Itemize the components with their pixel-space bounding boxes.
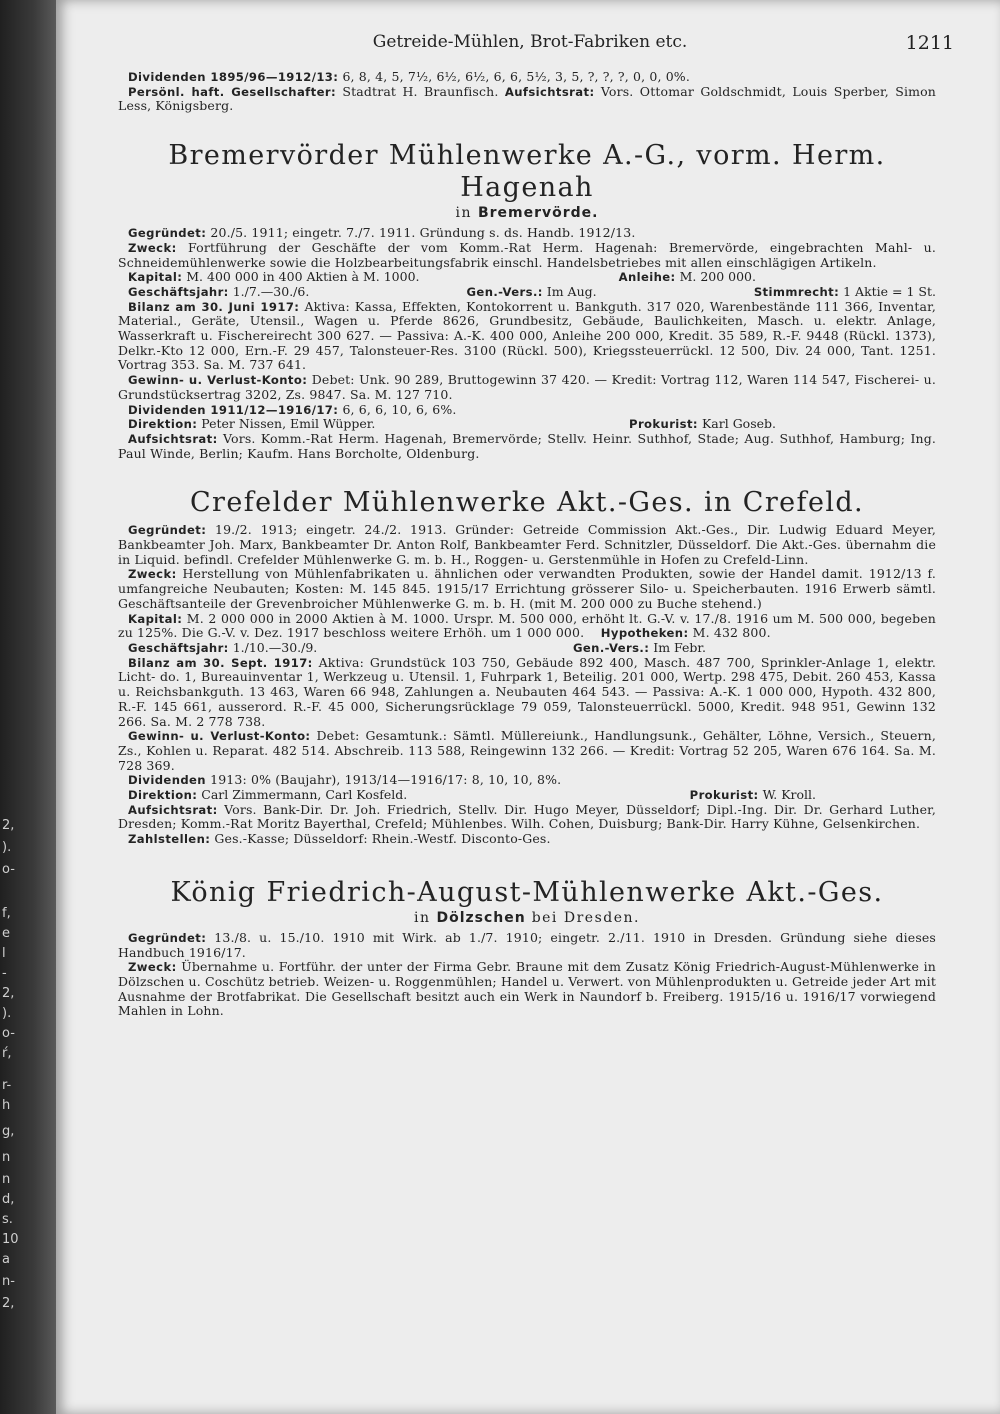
- location-suffix: bei Dresden.: [531, 909, 640, 926]
- margin-fragment: o-: [2, 862, 15, 877]
- entry-founded: [118, 226, 936, 241]
- profit-loss-label: Gewinn- u. Verlust-Konto:: [128, 729, 311, 744]
- proxy-text: Karl Goseb.: [701, 416, 776, 432]
- loan-text: M. 200 000.: [679, 269, 756, 285]
- entry-board: [118, 432, 936, 461]
- founded-text: 19./2. 1913; eingetr. 24./2. 1913. Gründer: Getreide Commission Akt.-Ges., Dir. Ludwig Eduard Meyer, Bankbeamter Joh. Marx, Bankbeamter Dr. Anton Rolf, Bankbeamter Ferd. Schnitzler, Düsseldorf. Die Akt.-Ges. übernahm die in Liquid. befindl. Crefelder Mühlenwerke G. m. b. H., Roggen- u. Gerstenmühle in Hofen zu Crefeld-Linn.: [118, 522, 937, 567]
- prev-dividends: [118, 70, 936, 85]
- entry-purpose: [118, 567, 936, 611]
- margin-fragment: n: [2, 1172, 11, 1187]
- founded-text: 13./8. u. 15./10. 1910 mit Wirk. ab 1./7. 1910; eingetr. 2./11. 1910 in Dresden. Gründung siehe dieses Handbuch 1916/17.: [118, 929, 936, 960]
- management-text: Peter Nissen, Emil Wüpper.: [201, 416, 376, 432]
- entry-fiscal-row: [118, 641, 936, 656]
- dividends-label: Dividenden: [128, 773, 206, 788]
- fiscal-year-label: Geschäftsjahr:: [128, 640, 229, 655]
- board-text: Vors. Bank-Dir. Dr. Joh. Friedrich, Stellv. Dir. Hugo Meyer, Düsseldorf; Dipl.-Ing. Dir. Dr. Gerhard Luther, Dresden; Komm.-Rat Moritz Bayerthal, Crefeld; Mühlenbes. Wilh. Cohen, Duisburg; Bank-Dir. Harry Kühne, Gelsenkirchen.: [118, 801, 937, 832]
- proxy-label: Prokurist:: [629, 417, 698, 432]
- entry-board: [118, 803, 936, 832]
- purpose-label: Zweck:: [128, 960, 177, 975]
- entry-management-row: [118, 417, 936, 432]
- purpose-label: Zweck:: [128, 567, 177, 582]
- prev-dividends-text: 6, 8, 4, 5, 7½, 6½, 6½, 6, 6, 5½, 3, 5, ?, ?, ?, 0, 0, 0%.: [342, 69, 690, 84]
- margin-fragment: r-: [2, 1078, 12, 1093]
- founded-text: 20./5. 1911; eingetr. 7./7. 1911. Gründung s. ds. Handb. 1912/13.: [210, 225, 636, 241]
- entry-paying-agents: [118, 832, 936, 847]
- purpose-label: Zweck:: [128, 240, 177, 255]
- margin-fragment: -: [2, 966, 7, 981]
- dividends-label: Dividenden 1911/12—1916/17:: [128, 402, 339, 417]
- margin-fragment: d,: [2, 1192, 15, 1207]
- paying-agents-label: Zahlstellen:: [128, 832, 211, 847]
- margin-fragment: s.: [2, 1212, 13, 1227]
- running-title: Getreide-Mühlen, Brot-Fabriken etc.: [372, 32, 688, 52]
- founded-label: Gegründet:: [128, 523, 207, 538]
- entry-purpose: [118, 241, 936, 270]
- purpose-text: Fortführung der Geschäfte der vom Komm.-Rat Herm. Hagenah: Bremervörde, eingebrachten Mahl- u. Schneidemühlenwerke sowie die Holzbearbeitungsfabrik einschl. Handelsbetriebes mit allen einschlägigen Artikeln.: [118, 239, 937, 270]
- board-label: Aufsichtsrat:: [128, 802, 218, 817]
- board-text: Vors. Komm.-Rat Herm. Hagenah, Bremervörde; Stellv. Heinr. Suthhof, Stade; Aug. Suthhof, Hamburg; Ing. Paul Winde, Berlin; Kaufm. Hans Borcholte, Oldenburg.: [118, 430, 937, 461]
- entry-capital-row: [118, 270, 936, 285]
- margin-fragment: 2,: [2, 986, 15, 1001]
- voting-label: Stimmrecht:: [753, 284, 840, 299]
- entry-dividends: [118, 773, 936, 788]
- balance-text: Aktiva: Kassa, Effekten, Kontokorrent u. Bankguth. 317 020, Warenbestände 111 366, Inventar, Material., Geräte, Utensil., Wagen u. Pferde 8626, Grundbesitz, Gebäude, Baulichkeiten, Masch. u. elektr. Anlage, Wasserkraft u. Fischereirecht 300 627. — Passiva: A.-K. 400 000, Anleihe 200 000, Kredit. 35 589, R.-F. 9448 (Rückl. 1373), Delkr.-Kto 12 000, Ern.-F. 29 457, Talonsteuer-Res. 3100 (Rückl. 500), Kriegssteuerrückl. 12 500, Div. 24 000, Tant. 1251. Vortrag 353. Sa. M. 737 641.: [118, 298, 937, 373]
- voting-text: 1 Aktie = 1 St.: [843, 283, 936, 299]
- purpose-text: Herstellung von Mühlenfabrikaten u. ähnlichen oder verwandten Produkten, sowie der Handel damit. 1912/13 f. umfangreiche Neubauten; Kosten: M. 145 845. 1915/17 Errichtung grösserer Silo- u. Speicherbauten. 1916 Erwerb sämtl. Geschäftsanteile der Grevenbroicher Mühlenwerke G. m. b. H. (mit M. 200 000 zu Buche stehend.): [118, 566, 937, 611]
- general-meeting-label: Gen.-Vers.:: [573, 640, 650, 655]
- margin-fragment: 10: [2, 1232, 19, 1247]
- margin-fragment: ).: [2, 840, 12, 855]
- balance-label: Bilanz am 30. Juni 1917:: [128, 299, 300, 314]
- balance-text: Aktiva: Grundstück 103 750, Gebäude 892 400, Masch. 487 700, Sprinkler-Anlage 1, elektr. Licht- do. 1, Bureauinventar 1, Werkzeug u. Utensil. 1, Fuhrpark 1, Beteilig. 201 000, Wertp. 298 475, Debit. 260 453, Kassa u. Reichsbankguth. 13 463, Waren 66 948, Zahlungen a. Neubauten 464 543. — Passiva: A.-K. 1 000 000, Hypoth. 432 800, R.-F. 145 661, ausserord. R.-F. 45 000, Sicherungsrücklage 79 059, Talonsteuerrückl. 5000, Kredit. 948 951, Gewinn 132 266. Sa. M. 2 778 738.: [118, 654, 937, 729]
- general-meeting-text: Im Febr.: [653, 639, 706, 655]
- margin-fragment: ).: [2, 1006, 12, 1021]
- margin-fragment: n-: [2, 1274, 15, 1289]
- profit-loss-label: Gewinn- u. Verlust-Konto:: [128, 373, 308, 388]
- balance-label: Bilanz am 30. Sept. 1917:: [128, 655, 313, 670]
- prev-board: [118, 85, 936, 114]
- location-name: Bremervörde.: [477, 205, 599, 222]
- margin-fragment: g,: [2, 1124, 15, 1139]
- capital-text: M. 400 000 in 400 Aktien à M. 1000.: [186, 269, 420, 285]
- margin-fragment: o-: [2, 1026, 15, 1041]
- entry-dividends: [118, 403, 936, 418]
- mortgage-text: M. 432 800.: [692, 625, 771, 641]
- entry-profit-loss: [118, 373, 936, 402]
- proxy-text: W. Kroll.: [762, 787, 816, 803]
- dividends-text: 6, 6, 6, 10, 6, 6%.: [342, 401, 457, 417]
- fiscal-year-text: 1./7.—30./6.: [232, 283, 310, 299]
- entry-title: König Friedrich-August-Mühlenwerke Akt.-Ges.: [170, 876, 884, 908]
- entry-location: [118, 909, 936, 927]
- prev-partners-label: Persönl. haft. Gesellschafter:: [128, 84, 336, 99]
- entry-balance: [118, 300, 936, 374]
- general-meeting-label: Gen.-Vers.:: [466, 284, 543, 299]
- location-name: Dölzschen: [436, 909, 526, 926]
- mortgage-label: Hypotheken:: [600, 626, 689, 641]
- prev-partners-text: Stadtrat H. Braunfisch.: [342, 83, 499, 99]
- margin-fragment: h: [2, 1098, 11, 1113]
- entry-purpose: [118, 960, 936, 1019]
- purpose-text: Übernahme u. Fortführ. der unter der Firma Gebr. Braune mit dem Zusatz König Friedrich-August-Mühlenwerke in Dölzschen u. Coschütz betrieb. Weizen- u. Roggenmühlen; Handel u. Verwert. von Mühlenprodukten u. Getreide jeder Art mit Ausnahme der Brotfabrikat. Die Gesellschaft besitzt auch ein Werk in Naundorf b. Freiberg. 1915/16 u. 1916/17 vorwiegend Mahlen in Lohn.: [118, 959, 937, 1019]
- margin-fragment: e: [2, 926, 10, 941]
- management-text: Carl Zimmermann, Carl Kosfeld.: [201, 787, 408, 803]
- management-label: Direktion:: [128, 417, 198, 432]
- margin-fragment: ŕ,: [2, 1046, 12, 1061]
- scanned-page: [56, 0, 1000, 1414]
- fiscal-year-text: 1./10.—30./9.: [232, 639, 318, 655]
- margin-fragment: a: [2, 1252, 10, 1267]
- prev-board-text: Vors. Ottomar Goldschmidt, Louis Sperber, Simon Less, Königsberg.: [118, 83, 936, 114]
- prev-dividends-label: Dividenden 1895/96—1912/13:: [128, 70, 339, 84]
- margin-fragment: l: [2, 946, 6, 961]
- dividends-text: 1913: 0% (Baujahr), 1913/14—1916/17: 8, 10, 10, 8%.: [210, 772, 562, 788]
- capital-label: Kapital:: [128, 270, 183, 285]
- page-number: 1211: [905, 32, 954, 54]
- profit-loss-text: Debet: Gesamtunk.: Sämtl. Müllereiunk., Handlungsunk., Gehälter, Löhne, Versich., Steuern, Zs., Kohlen u. Reparat. 482 514. Abschreib. 113 588, Reingewinn 132 266. — Kredit: Vortrag 52 205, Waren 676 164. Sa. M. 728 369.: [118, 728, 936, 773]
- capital-text: M. 2 000 000 in 2000 Aktien à M. 1000. Urspr. M. 500 000, erhöht lt. G.-V. v. 17./8. 1916 um M. 500 000, begeben zu 125%. Die G.-V. v. Dez. 1917 beschloss weitere Erhöh. um 1 000 000.: [118, 610, 937, 641]
- entry-capital: [118, 612, 936, 641]
- paying-agents-text: Ges.-Kasse; Düsseldorf: Rhein.-Westf. Disconto-Ges.: [214, 831, 551, 847]
- location-prefix: in: [455, 205, 472, 222]
- page-body: [118, 70, 936, 1019]
- entry-title: Bremervörder Mühlenwerke A.-G., vorm. Herm. Hagenah: [168, 140, 886, 204]
- founded-label: Gegründet:: [128, 930, 207, 945]
- founded-label: Gegründet:: [128, 226, 207, 241]
- capital-label: Kapital:: [128, 611, 183, 626]
- entry-management-row: [118, 788, 936, 803]
- entry-founded: [118, 931, 936, 960]
- board-label: Aufsichtsrat:: [128, 431, 218, 446]
- entry-profit-loss: [118, 729, 936, 773]
- margin-fragment: n: [2, 1150, 11, 1165]
- loan-label: Anleihe:: [618, 270, 676, 285]
- margin-fragment: f,: [2, 906, 11, 921]
- entry-title: Crefelder Mühlenwerke Akt.-Ges. in Crefeld.: [189, 487, 865, 519]
- entry-balance: [118, 656, 936, 730]
- entry-founded: [118, 523, 936, 567]
- profit-loss-text: Debet: Unk. 90 289, Bruttogewinn 37 420. — Kredit: Vortrag 112, Waren 114 547, Fischerei- u. Grundstücksertrag 3202, Zs. 9847. Sa. M. 127 710.: [118, 372, 936, 402]
- margin-fragment: 2,: [2, 818, 15, 833]
- proxy-label: Prokurist:: [689, 788, 759, 803]
- margin-fragment: 2,: [2, 1296, 15, 1311]
- running-head: [106, 32, 954, 54]
- location-prefix: in: [414, 909, 431, 926]
- general-meeting-text: Im Aug.: [546, 283, 597, 299]
- prev-board-label: Aufsichtsrat:: [504, 84, 595, 99]
- management-label: Direktion:: [128, 788, 198, 803]
- entry-location: [118, 204, 936, 222]
- fiscal-year-label: Geschäftsjahr:: [128, 284, 229, 299]
- scan-left-margin: [0, 0, 56, 1414]
- entry-fiscal-row: [118, 285, 936, 300]
